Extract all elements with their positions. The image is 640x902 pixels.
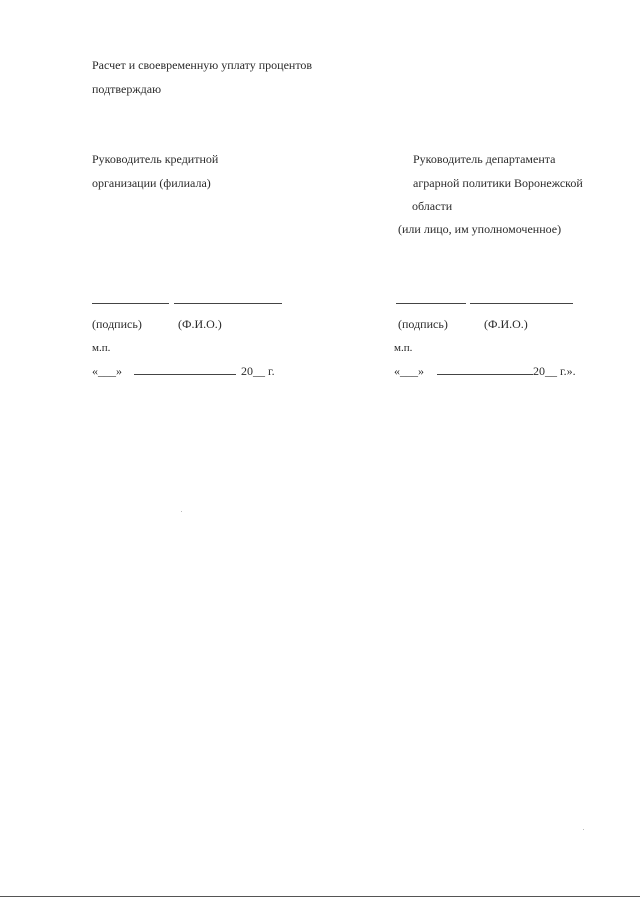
right-title-line-1: Руководитель департамента bbox=[413, 152, 556, 166]
right-signature-label: (подпись) bbox=[398, 317, 448, 331]
scan-speck bbox=[181, 511, 182, 512]
right-title-line-3: области bbox=[412, 199, 453, 213]
right-date-year: 20__ г.». bbox=[533, 364, 576, 378]
left-title-line-1: Руководитель кредитной bbox=[92, 152, 219, 166]
right-name-line bbox=[470, 303, 573, 304]
right-date-month-line bbox=[437, 374, 533, 375]
left-stamp-label: м.п. bbox=[92, 342, 111, 354]
right-title-line-4: (или лицо, им уполномоченное) bbox=[398, 222, 562, 236]
left-signature-label: (подпись) bbox=[92, 317, 142, 331]
right-stamp-label: м.п. bbox=[394, 342, 413, 354]
left-title-line-2: организации (филиала) bbox=[92, 176, 211, 190]
confirmation-line-1: Расчет и своевременную уплату процентов bbox=[92, 58, 313, 72]
left-name-line bbox=[174, 303, 282, 304]
right-date-day: «___» bbox=[394, 364, 424, 378]
confirmation-line-2: подтверждаю bbox=[92, 82, 162, 96]
scan-speck bbox=[583, 829, 584, 830]
left-date-day: «___» bbox=[92, 364, 122, 378]
right-title-line-2: аграрной политики Воронежской bbox=[413, 176, 583, 190]
page-bottom-rule bbox=[0, 896, 640, 897]
right-signature-line bbox=[396, 303, 466, 304]
left-date-month-line bbox=[134, 374, 236, 375]
left-name-label: (Ф.И.О.) bbox=[178, 317, 222, 331]
right-name-label: (Ф.И.О.) bbox=[484, 317, 528, 331]
left-signature-line bbox=[92, 303, 169, 304]
left-date-year: 20__ г. bbox=[241, 364, 275, 378]
